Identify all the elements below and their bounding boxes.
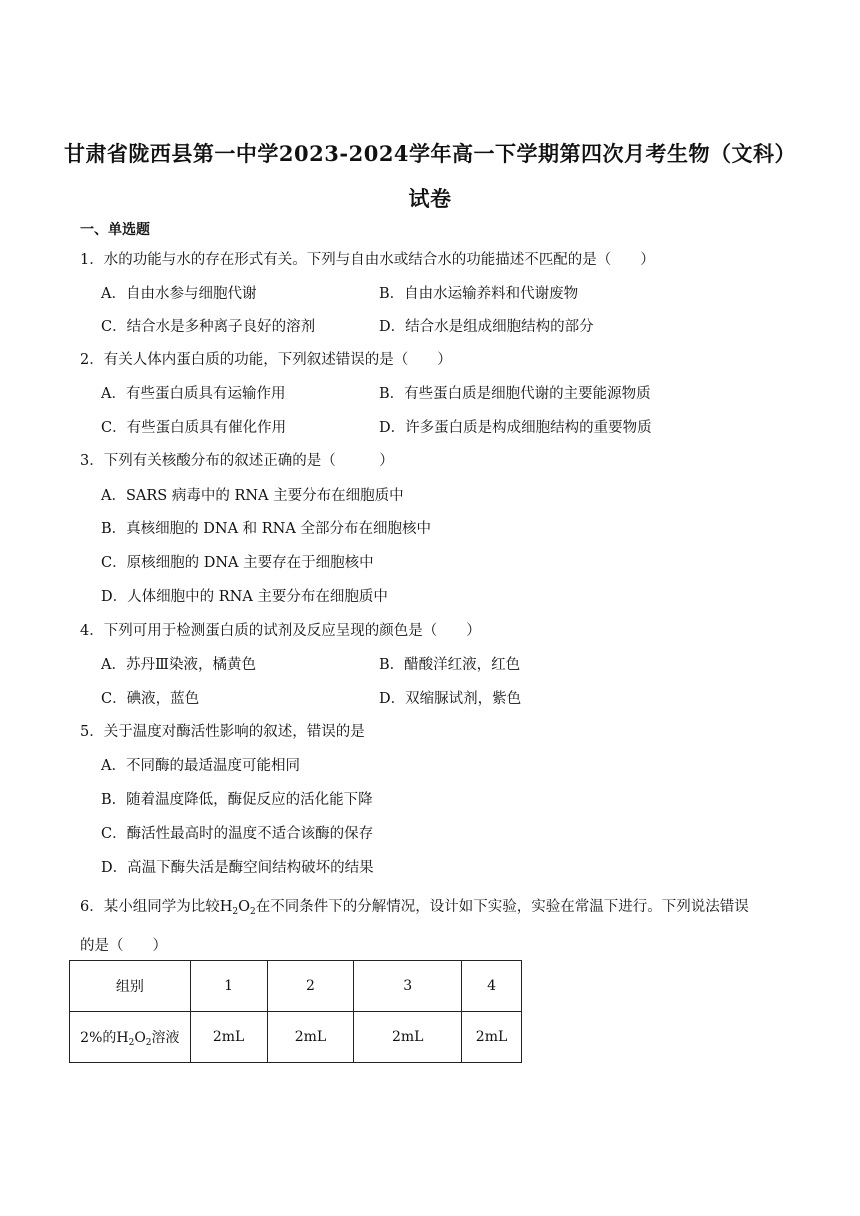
question-2-stem: 2．有关人体内蛋白质的功能，下列叙述错误的是（ ） [80, 352, 452, 368]
table-header-label: 组别 [70, 961, 191, 1012]
question-2-option-b: B．有些蛋白质是细胞代谢的主要能源物质 [379, 386, 651, 402]
exam-title-line1: 甘肃省陇西县第一中学2023-2024学年高一下学期第四次月考生物（文科） [63, 141, 797, 166]
question-5-option-b: B．随着温度降低，酶促反应的活化能下降 [101, 792, 373, 808]
question-3-option-a: A．SARS 病毒中的 RNA 主要分布在细胞质中 [101, 488, 404, 504]
experiment-table [69, 960, 522, 1063]
question-5-option-c: C．酶活性最高时的温度不适合该酶的保存 [101, 826, 374, 842]
table-cell: 2mL [354, 1012, 462, 1063]
question-5-option-a: A．不同酶的最适温度可能相同 [101, 758, 300, 774]
question-1-stem: 1．水的功能与水的存在形式有关。下列与自由水或结合水的功能描述不匹配的是（ ） [80, 252, 655, 268]
question-2-option-c: C．有些蛋白质具有催化作用 [101, 420, 287, 436]
table-row [70, 1012, 522, 1063]
question-1-option-a: A．自由水参与细胞代谢 [101, 286, 257, 302]
question-3-option-d: D．人体细胞中的 RNA 主要分布在细胞质中 [101, 589, 388, 605]
table-row-label: 2%的$H_2O_2$溶液 [70, 1012, 191, 1063]
question-5-stem: 5．关于温度对酶活性影响的叙述，错误的是 [80, 724, 365, 740]
question-4-stem: 4．下列可用于检测蛋白质的试剂及反应呈现的颜色是（ ） [80, 623, 481, 639]
question-1-option-d: D．结合水是组成细胞结构的部分 [379, 319, 594, 335]
table-cell: 2mL [190, 1012, 267, 1063]
table-cell: 2mL [462, 1012, 522, 1063]
exam-title-line2: 试卷 [408, 186, 452, 211]
question-3-option-b: B．真核细胞的 DNA 和 RNA 全部分布在细胞核中 [101, 521, 431, 537]
table-header-cell: 2 [267, 961, 354, 1012]
table-header-cell: 1 [190, 961, 267, 1012]
table-header-cell: 4 [462, 961, 522, 1012]
table-header-row [70, 961, 522, 1012]
section-heading: 一、单选题 [80, 222, 150, 238]
question-3-stem: 3．下列有关核酸分布的叙述正确的是（ ） [80, 453, 394, 469]
question-4-option-a: A．苏丹Ⅲ染液，橘黄色 [101, 657, 256, 673]
question-6-stem: 6．某小组同学为比较$H_2O_2$在不同条件下的分解情况，设计如下实验，实验在常温下进行。下列说法错误 [80, 899, 749, 917]
question-2-option-a: A．有些蛋白质具有运输作用 [101, 386, 286, 402]
question-1-option-b: B．自由水运输养料和代谢废物 [379, 286, 579, 302]
question-1-option-c: C．结合水是多种离子良好的溶剂 [101, 319, 316, 335]
question-2-option-d: D．许多蛋白质是构成细胞结构的重要物质 [379, 420, 652, 436]
question-3-option-c: C．原核细胞的 DNA 主要存在于细胞核中 [101, 555, 374, 571]
question-4-option-c: C．碘液，蓝色 [101, 691, 200, 707]
question-6-stem-continued: 的是（ ） [80, 938, 167, 954]
question-5-option-d: D．高温下酶失活是酶空间结构破坏的结果 [101, 860, 374, 876]
question-4-option-b: B．醋酸洋红液，红色 [379, 657, 521, 673]
table-header-cell: 3 [354, 961, 462, 1012]
table-cell: 2mL [267, 1012, 354, 1063]
question-4-option-d: D．双缩脲试剂，紫色 [379, 691, 522, 707]
